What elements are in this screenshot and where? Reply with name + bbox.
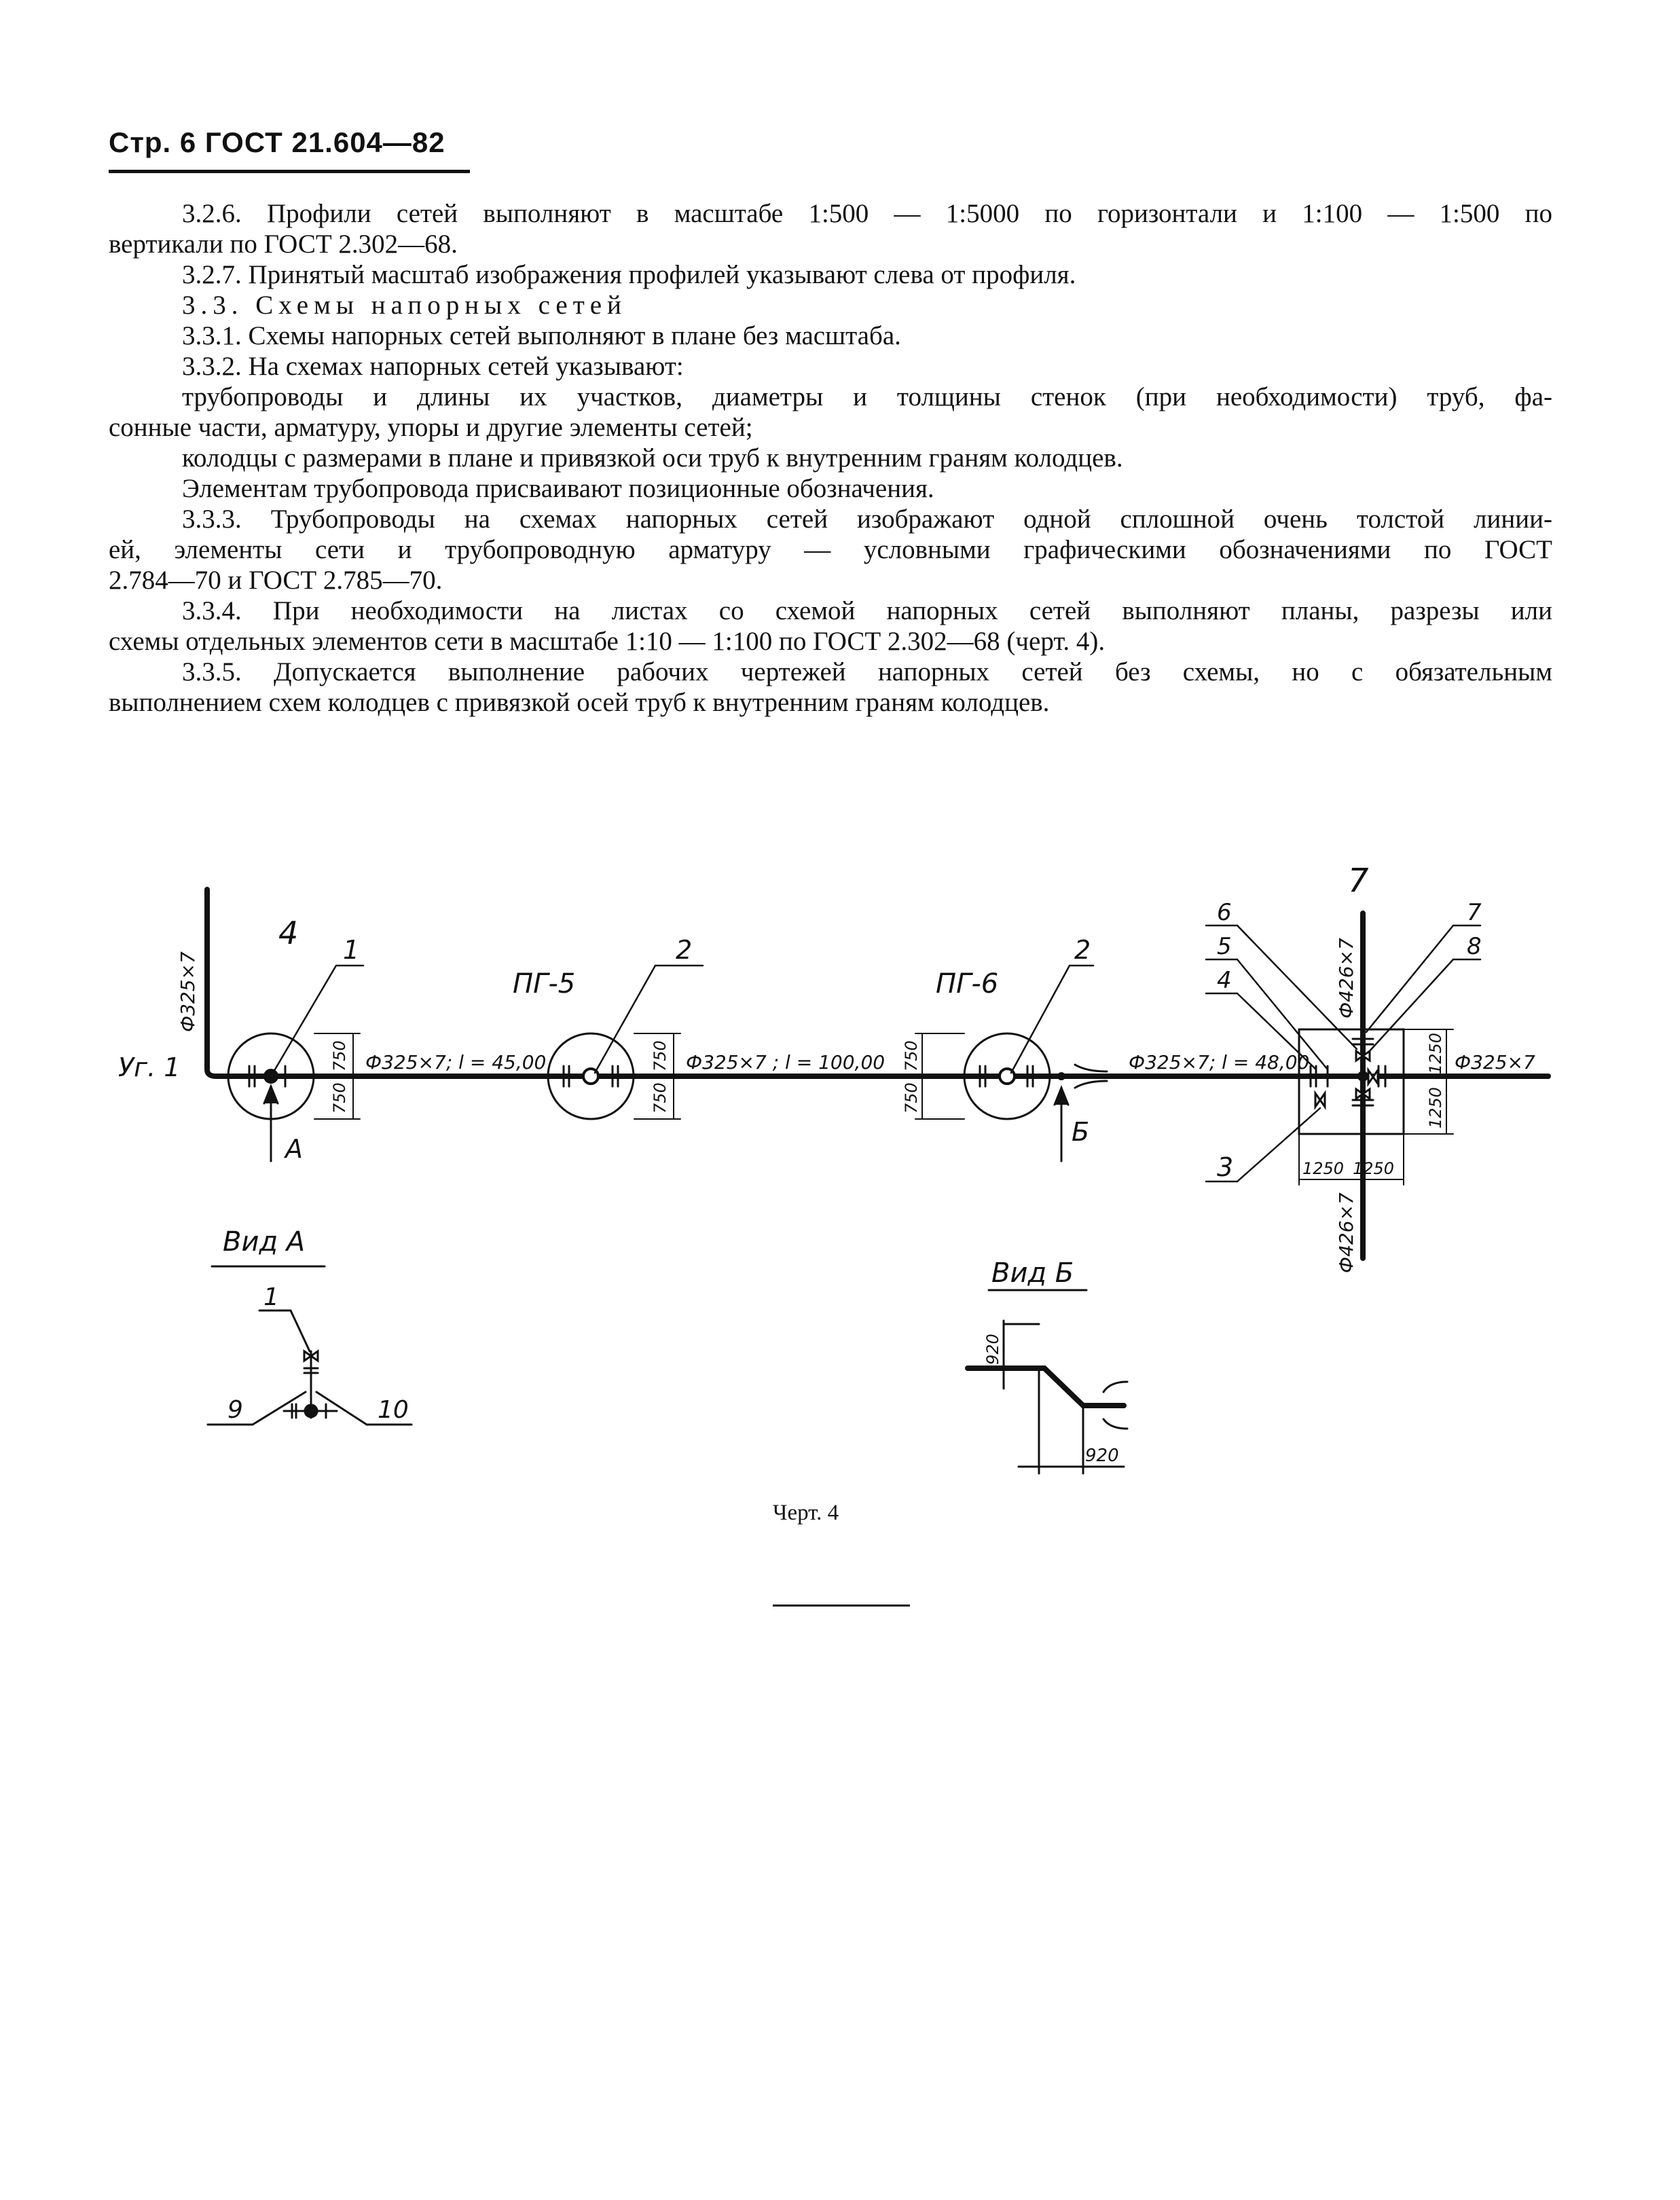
text-line: 3.2.7. Принятый масштаб изображения профилей указывают слева от профиля.: [182, 260, 1076, 289]
text-line: 3.3.4. При необходимости на листах со схемой напорных сетей выполняют планы, разрезы или: [182, 596, 1552, 625]
figure-caption: Черт. 4: [773, 1501, 839, 1525]
end-rule: [773, 1605, 910, 1607]
text-line: схемы отдельных элементов сети в масштабе 1:10 — 1:100 по ГОСТ 2.302—68 (черт. 4).: [109, 627, 1106, 656]
text-line: 2.784—70 и ГОСТ 2.785—70.: [109, 566, 443, 595]
well-pg6-label: ПГ-6: [936, 968, 999, 1000]
dim-920-label: 920: [1085, 1446, 1119, 1466]
dim-750-label: 750: [330, 1040, 349, 1071]
text-line: вертикали по ГОСТ 2.302—68.: [109, 230, 458, 259]
position-2-label: 2: [676, 935, 693, 965]
position-1-label: 1: [263, 1283, 279, 1311]
position-3-label: 3: [1217, 1152, 1234, 1182]
node-label: Уг. 1: [118, 1052, 181, 1082]
position-2-label: 2: [1074, 935, 1091, 965]
text-line: 3.3.2. На схемах напорных сетей указывают:: [182, 352, 684, 381]
position-10-label: 10: [378, 1396, 409, 1424]
dim-1250-label: 1250: [1353, 1159, 1395, 1178]
position-1-label: 1: [343, 935, 360, 965]
well-4-label: 4: [278, 915, 299, 951]
page-header: Стр. 6 ГОСТ 21.604—82: [109, 126, 445, 158]
dim-920-label: 920: [983, 1334, 1002, 1365]
section-a-mark: А: [285, 1134, 303, 1164]
well-7-square: [1299, 1029, 1404, 1134]
section-b-mark: Б: [1072, 1117, 1090, 1147]
pipe-bottom-label: Ф426×7: [1335, 1192, 1357, 1273]
text-line: трубопроводы и длины их участков, диаметры и толщины стенок (при необходимости) труб, фа-: [182, 382, 1552, 411]
dim-750-label: 750: [651, 1082, 670, 1114]
pipe-top-label: Ф426×7: [1335, 938, 1357, 1019]
dim-750-label: 750: [651, 1040, 670, 1071]
position-5-label: 5: [1217, 933, 1232, 960]
segment-2-label: Ф325×7 ; l = 100,00: [686, 1051, 885, 1074]
dim-750-label: 750: [902, 1082, 921, 1114]
view-a-title: Вид А: [223, 1226, 306, 1258]
view-b-title: Вид Б: [991, 1258, 1074, 1289]
dim-1250-label: 1250: [1426, 1086, 1445, 1129]
dim-750-label: 750: [330, 1082, 349, 1114]
text-line: 3.3.3. Трубопроводы на схемах напорных сетей изображают одной сплошной очень толстой линии-: [182, 505, 1552, 534]
text-line: ей, элементы сети и трубопроводную арматуру — условными графическими обозначениями по ГОСТ: [109, 535, 1552, 564]
text-line: 3.3. Схемы напорных сетей: [182, 291, 627, 320]
dim-1250-label: 1250: [1426, 1032, 1445, 1074]
text-line: колодцы с размерами в плане и привязкой оси труб к внутренним граням колодцев.: [182, 443, 1123, 473]
pipe-right-label: Ф325×7: [1455, 1051, 1535, 1074]
pipe-vertical-left-label: Ф325×7: [177, 951, 199, 1032]
text-line: 3.3.1. Схемы напорных сетей выполняют в плане без масштаба.: [182, 321, 901, 350]
well-7-label: 7: [1348, 862, 1369, 900]
dim-1250-label: 1250: [1302, 1159, 1345, 1178]
position-8-label: 8: [1467, 933, 1482, 960]
position-4-label: 4: [1217, 967, 1232, 994]
text-line: сонные части, арматуру, упоры и другие элементы сетей;: [109, 413, 753, 442]
position-7-label: 7: [1467, 899, 1482, 926]
segment-3-label: Ф325×7; l = 48,00: [1129, 1051, 1310, 1074]
text-line: выполнением схем колодцев с привязкой осей труб к внутренним граням колодцев.: [109, 688, 1050, 717]
text-line: 3.2.6. Профили сетей выполняют в масштабе 1:500 — 1:5000 по горизонтали и 1:100 — 1:500 по: [182, 199, 1552, 228]
segment-1-label: Ф325×7; l = 45,00: [365, 1051, 547, 1074]
well-pg5-label: ПГ-5: [513, 968, 576, 1000]
position-6-label: 6: [1217, 899, 1232, 926]
dim-750-label: 750: [902, 1040, 921, 1071]
position-9-label: 9: [227, 1396, 243, 1424]
text-line: 3.3.5. Допускается выполнение рабочих чертежей напорных сетей без схемы, но с обязательным: [182, 657, 1552, 686]
text-line: Элементам трубопровода присваивают позиционные обозначения.: [182, 474, 934, 503]
